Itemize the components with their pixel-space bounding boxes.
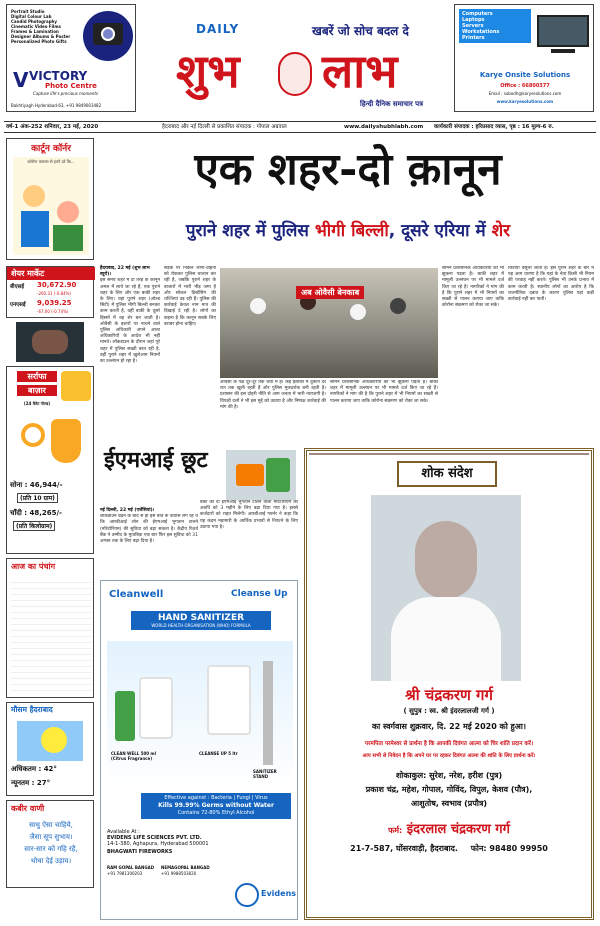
lead-subheadline bbox=[100, 220, 596, 242]
evidens-logo-icon bbox=[235, 883, 259, 907]
karye-item: Laptops bbox=[462, 17, 485, 23]
firm-phone[interactable]: फोन: 98480 99950 bbox=[470, 844, 548, 853]
service-item: Digital Colour Lab bbox=[11, 14, 52, 19]
ad-victory-photo[interactable] bbox=[6, 4, 136, 112]
victory-brand-sub: Photo Centre bbox=[45, 82, 97, 90]
cartoon-image bbox=[13, 157, 89, 255]
cartoon-body-icon bbox=[21, 211, 49, 247]
gold-title-2: बाज़ार bbox=[17, 385, 57, 396]
products-image bbox=[107, 641, 293, 791]
claim-line: Kills 99.99% Germs without Water bbox=[158, 802, 274, 809]
poem-line: साधु ऐसा चाहिये, bbox=[29, 821, 73, 829]
info-bar bbox=[4, 121, 596, 133]
sun-icon bbox=[41, 727, 67, 753]
service-item: Designer Albums & Poster bbox=[11, 34, 71, 39]
sanitizer-banner bbox=[131, 611, 271, 630]
panchang-title: आज का पंचांग bbox=[11, 562, 56, 571]
death-date: का स्वर्गवास शुक्रवार, दि. 22 मई 2020 को हुआ। bbox=[371, 722, 527, 731]
cartoon-face-icon bbox=[57, 201, 79, 223]
emi-body: लॉकडाउन बढ़ने के बाद से ही इस बात के कयास लग रहे थे कि आरबीआई लोन की ईएमआई भुगतान टालने (मोरेटोरियम) की सुविधा को बढ़ा सकता है। केंद्रीय रिज़र्व बैंक ने उम्मीद के मुताबिक़ एक बार फिर इस सुविधा को 31 अगस्त तक के लिए बढ़ा दिया है। bbox=[100, 514, 198, 545]
available-label: Available At : bbox=[107, 829, 140, 835]
gold-ornament-icon bbox=[51, 419, 81, 463]
emi-col-2 bbox=[200, 500, 298, 574]
portrait-photo bbox=[371, 495, 521, 681]
sensex-value: 30,672.90 bbox=[37, 281, 77, 289]
editor-info: कार्यकारी संपादक : हरिप्रसाद व्यास, पृष्ठ : 16 मूल्य-6 रु. bbox=[434, 124, 554, 130]
mourners-line: शोकाकुल: सुरेश, नरेश, हरीश (पुत्र) bbox=[395, 771, 503, 780]
bull-image bbox=[16, 322, 84, 362]
karye-brand: Karye Onsite Solutions bbox=[479, 71, 571, 79]
website-link[interactable]: www.dailyshubhlabh.com bbox=[344, 124, 424, 130]
tagline: खबरें जो सोच बदल दे bbox=[312, 24, 409, 38]
stand-icon bbox=[263, 661, 273, 765]
partner-name: BHAGWATI FIREWORKS bbox=[107, 849, 173, 855]
emi-body: बैंकों को दी ईएमआई भुगतान टालने वाली मोरेटोरियम की अवधि को 3 महीने के लिए बढ़ा दिया गया है। इससे कर्जदारों को राहत मिलेगी। आरबीआई गवर्नर ने कहा कि यह कदम महामारी के आर्थिक प्रभावों से निपटने के लिए उठाया गया है। bbox=[200, 500, 298, 530]
person-icon bbox=[390, 298, 406, 314]
issue-date: वर्ष-1 अंक-252 शनिवार, 23 मई, 2020 bbox=[6, 124, 99, 130]
lead-headline: एक शहर-दो क़ानून bbox=[194, 144, 502, 195]
mourners-line: आशुतोष, स्वभाव (प्रपौत्र) bbox=[410, 799, 488, 808]
deceased-name: श्री चंद्रकरण गर्ग bbox=[405, 686, 493, 704]
cleanwell-contact bbox=[107, 829, 293, 855]
cartoon-title: कार्टून कॉर्नर bbox=[31, 144, 71, 154]
evidens-logo: Evidens bbox=[261, 889, 297, 898]
weather bbox=[6, 702, 94, 796]
poem-line: सार-सार को गहि रहै, bbox=[24, 845, 78, 853]
emi-dateline: नई दिल्ली, 22 मई (एजेंसियां)। bbox=[100, 508, 155, 513]
karye-item: Printers bbox=[462, 35, 485, 41]
person-icon bbox=[250, 298, 266, 314]
person-icon bbox=[350, 304, 366, 320]
sub-highlight: शेर bbox=[491, 221, 511, 241]
gold-bar-icon bbox=[61, 371, 91, 401]
lead-body: किराया वसूला जाता है। इस पुराने शहर के बारे में यह आम धारणा है कि यहां के नेता किसी भी नियम की परवाह नहीं करते। पुलिस भी उनके प्रभाव में काम करती है। स्थानीय लोगों का आरोप है कि राजनीतिक दबाव के कारण पुलिस यहां कड़ी कार्रवाई नहीं कर पाती। bbox=[508, 266, 594, 303]
lead-col-3 bbox=[220, 380, 326, 440]
weather-title: मौसम हैदराबाद bbox=[11, 705, 53, 714]
service-item: Frames & Lamination bbox=[11, 29, 59, 34]
masthead-title-left: शुभ bbox=[176, 44, 240, 98]
poem-line: थोथा देई उड़ाय। bbox=[30, 857, 72, 865]
firm-prefix: फर्म: bbox=[388, 826, 403, 835]
bull-icon bbox=[32, 330, 68, 354]
victory-logo-icon: V bbox=[13, 68, 29, 92]
panchang bbox=[6, 558, 94, 698]
obituary-title: शोक संदेश bbox=[397, 461, 497, 487]
cleanwell-brand: Cleanwell bbox=[109, 589, 164, 600]
karye-items bbox=[459, 9, 531, 43]
product-label: CLEANSE UP 5 ltr bbox=[199, 751, 238, 756]
lead-col-5 bbox=[442, 266, 504, 440]
service-item: Personalized Photo Gifts bbox=[11, 39, 67, 44]
service-item: Portrait Studio bbox=[11, 9, 45, 14]
lead-body: ओवैसी के पक्ष दूर-दूर तक चर्चा में हैं। कई इलाकों में दुकानें देर रात तक खुली रहती हैं और पुलिस मूकदर्शक बनी रहती है। प्रशासन की इस दोहरी नीति से आम जनता में भारी नाराजगी है। विपक्षी दलों ने भी इस मुद्दे को उठाया है और निष्पक्ष कार्रवाई की मांग की है। bbox=[220, 380, 326, 410]
share-title: शेयर मार्केट bbox=[7, 267, 95, 280]
gold-ring-icon bbox=[21, 423, 45, 447]
prayer-line: परमपिता परमेश्वर से प्रार्थना है कि आपकी दिवंगत आत्मा को चिर शांति प्रदान करें। bbox=[364, 741, 534, 747]
cartoon-face-icon bbox=[23, 185, 45, 207]
publisher-info: हैदराबाद और नई दिल्ली से प्रकाशित संपादक : गोपाल अग्रवाल bbox=[162, 124, 287, 130]
firm-contact bbox=[307, 843, 591, 854]
gold-subtitle: (24 कैरेट गोल्ड) bbox=[23, 401, 51, 406]
shirt-icon bbox=[391, 597, 501, 681]
bullion-market bbox=[6, 366, 94, 554]
bottle-icon bbox=[115, 691, 135, 741]
lead-body: सामने प्रशासनिक अधिकारियों को भी झुकना पड़ता है। बाकी शहर में मामूली उल्लंघन पर भी मामले दर्ज किए जा रहे हैं। नागरिकों ने मांग की है कि पुराने शहर में भी नियमों का सख्ती से पालन कराया जाए ताकि कोरोना संक्रमण को रोका जा सके। bbox=[442, 266, 504, 309]
service-item: Candid Photography bbox=[11, 19, 58, 24]
lead-col-6 bbox=[508, 266, 594, 440]
victory-brand: VICTORY bbox=[29, 69, 88, 83]
gold-jewellery-image bbox=[15, 415, 85, 471]
cleanseup-brand: Cleanse Up bbox=[231, 589, 288, 599]
karye-office: Office : 66800377 bbox=[500, 83, 550, 89]
monitor-icon bbox=[537, 15, 589, 47]
nifty-value: 9,039.25 bbox=[37, 299, 72, 307]
poem-line: जैसा सूप सुभाय। bbox=[29, 833, 73, 841]
photo-caption: अब ओवैसी बेनकाब bbox=[296, 286, 364, 299]
product-label: SANITIZER STAND bbox=[253, 769, 277, 779]
lead-col-1 bbox=[100, 266, 160, 440]
kabir-vani bbox=[6, 800, 94, 888]
obituary bbox=[304, 448, 594, 920]
contact-name: NEMAGOPAL BANGAD bbox=[161, 865, 210, 870]
nifty-label: एनएसई bbox=[10, 302, 26, 308]
sub-part: पुराने शहर में पुलिस bbox=[185, 221, 309, 241]
prayer-line: आप सभी से निवेदन है कि अपने घर पर रहकर दिवंगत आत्मा की शांति के लिए प्रार्थना करें। bbox=[362, 753, 536, 759]
sidebar bbox=[6, 138, 94, 924]
cartoon-corner bbox=[6, 138, 94, 260]
sanitizer-title: HAND SANITIZER bbox=[157, 613, 245, 623]
monitor-stand-icon bbox=[551, 49, 575, 53]
victory-services bbox=[11, 9, 83, 44]
daily-label: DAILY bbox=[196, 22, 240, 36]
subtitle: हिन्दी दैनिक समाचार पत्र bbox=[360, 100, 424, 108]
claim-line: Contains 72-80% Ethyl Alcohol bbox=[177, 810, 255, 816]
crowd-image bbox=[220, 268, 438, 378]
company-address: 14-1-380, Aghapura, Hyderabad 500001 bbox=[107, 841, 209, 847]
ganesha-logo-icon bbox=[278, 52, 312, 96]
firm-address: 21-7-587, घोंसरवाड़ी, हैदराबाद. bbox=[350, 844, 458, 853]
emi-col-1 bbox=[100, 508, 198, 574]
emi-image bbox=[226, 450, 296, 500]
sanitizer-claims bbox=[141, 793, 291, 819]
sensex-change: -260.31 (-0.84%) bbox=[37, 291, 71, 296]
lead-photo bbox=[220, 268, 438, 378]
face-icon bbox=[415, 521, 477, 599]
ad-karye[interactable] bbox=[454, 4, 594, 112]
lead-body: इस समय शहर में दो तरह के कानून अमल में लाये जा रहे हैं, एक पुराने शहर के लिए और एक बाकी शहर के लिए। यहां पुराने शहर (ओल्ड सिटी) में पुलिस भीगी बिल्ली बनकर काम करती है, वहीं बाकी के दूसरे हिस्सों में वह शेर बन जाती है। ओवैसी के इशारों पर नाचने वाले पुलिस अधिकारी अपने आला अधिकारियों के आदेश भी नहीं मानते। लॉकडाउन के दौरान जहां पूरे शहर में पुलिस सख्ती बरत रही है, वहीं पुराने शहर में खुलेआम नियमों का उल्लंघन हो रहा है। bbox=[100, 278, 160, 365]
max-temp: अधिकतम : 42° bbox=[11, 765, 57, 773]
panchang-table bbox=[11, 577, 91, 695]
rupee-icon bbox=[236, 464, 264, 486]
lead-body: सड़क पर निकले लोगों-वाहनों को रोककर पुलिस चालान कर रही है, जबकि पुराने शहर के बाजारों में भारी भीड़ जमा है और सोशल डिस्टेंसिंग की धज्जियां उड़ रही हैं। पुलिस की कार्रवाई केवल नाम मात्र की दिखाई दे रही है। लोगों का कहना है कि कानून सबके लिए बराबर होना चाहिए। bbox=[164, 266, 216, 327]
karye-email: Email : subodh@karyesolutions.com bbox=[488, 91, 562, 96]
min-temp: न्यूनतम : 27° bbox=[11, 779, 51, 787]
calculator-icon bbox=[266, 458, 290, 492]
silver-unit: (प्रति किलोग्राम) bbox=[13, 521, 55, 531]
company-name: EVIDENS LIFE SCIENCES PVT. LTD. bbox=[107, 835, 202, 841]
service-item: Cinematic Video Films bbox=[11, 24, 61, 29]
claim-line: Effective against : Bacteria | Fungi | Virus bbox=[164, 795, 268, 801]
victory-slogan: Capture life's precious moments bbox=[33, 91, 98, 96]
bottle-icon bbox=[139, 677, 173, 739]
gold-unit: (प्रति 10 ग्राम) bbox=[17, 493, 58, 503]
karye-item: Workstations bbox=[462, 29, 500, 35]
poem-body bbox=[7, 819, 95, 867]
poem-title: कबीर वाणी bbox=[11, 804, 45, 813]
lead-col-2 bbox=[164, 266, 216, 440]
mourners bbox=[307, 769, 591, 811]
firm-name: इंदरलाल चंद्रकरण गर्ग bbox=[406, 822, 510, 837]
cartoon-body-icon bbox=[53, 225, 83, 251]
share-market bbox=[6, 266, 94, 318]
weather-image bbox=[17, 721, 83, 761]
sub-highlight: भीगी बिल्ली bbox=[314, 221, 389, 241]
nifty-change: -67.00 (-0.74%) bbox=[37, 309, 69, 314]
gold-title-1: सर्राफा bbox=[17, 371, 57, 382]
karye-item: Computers bbox=[462, 11, 493, 17]
ad-cleanwell[interactable] bbox=[100, 580, 298, 920]
sanitizer-subtitle: WORLD HEALTH ORGANISATION (WHO) FORMULA bbox=[151, 623, 251, 628]
karye-item: Servers bbox=[462, 23, 484, 29]
lead-body: सामने प्रशासनिक अधिकारियों को भी झुकना पड़ता है। बाकी शहर में मामूली उल्लंघन पर भी मामले दर्ज किए जा रहे हैं। नागरिकों ने मांग की है कि पुराने शहर में भी नियमों का सख्ती से पालन कराया जाए ताकि कोरोना संक्रमण को रोका जा सके। bbox=[330, 380, 438, 404]
cartoon-caption: कोरोना वायरस से इतने डरे कि... bbox=[27, 159, 75, 164]
karye-web: www.karyesolutions.com bbox=[496, 99, 554, 104]
firm-line bbox=[307, 821, 591, 840]
victory-address: Bakhtiyagh Hyderabad-63, +91 9849003482 bbox=[11, 103, 102, 108]
masthead-title-right: लाभ bbox=[322, 44, 398, 98]
emi-headline: ईएमआई छूट bbox=[104, 448, 208, 473]
lead-dateline: हैदराबाद, 22 मई (शुभ लाभ ब्यूरो)। bbox=[100, 266, 150, 278]
deceased-relation: ( सुपुत्र : स्व. श्री इंदरलालजी गर्ग ) bbox=[403, 707, 495, 715]
sub-part: , दूसरे एरिया में bbox=[388, 221, 486, 241]
contact-phone[interactable]: +91 7981300203 bbox=[107, 871, 143, 876]
silver-price: चाँदी : 48,265/- bbox=[10, 509, 62, 517]
gold-price: सोना : 46,944/- bbox=[10, 481, 63, 489]
lens-icon bbox=[101, 27, 115, 41]
sensex-label: बीएसई bbox=[10, 284, 25, 290]
contact-name: RAM GOPAL BANGAD bbox=[107, 865, 155, 870]
product-label: CLEAN WELL 500 ml (Citrus Fragrance) bbox=[111, 751, 156, 761]
mourners-line: प्रकाश चंद्र, महेश, गोपाल, गोविंद, विपुल, केशव (पौत्र), bbox=[365, 785, 533, 794]
lead-col-4 bbox=[330, 380, 438, 440]
contact-phone[interactable]: +91 9988503820 bbox=[161, 871, 197, 876]
jerrycan-icon bbox=[207, 665, 251, 735]
